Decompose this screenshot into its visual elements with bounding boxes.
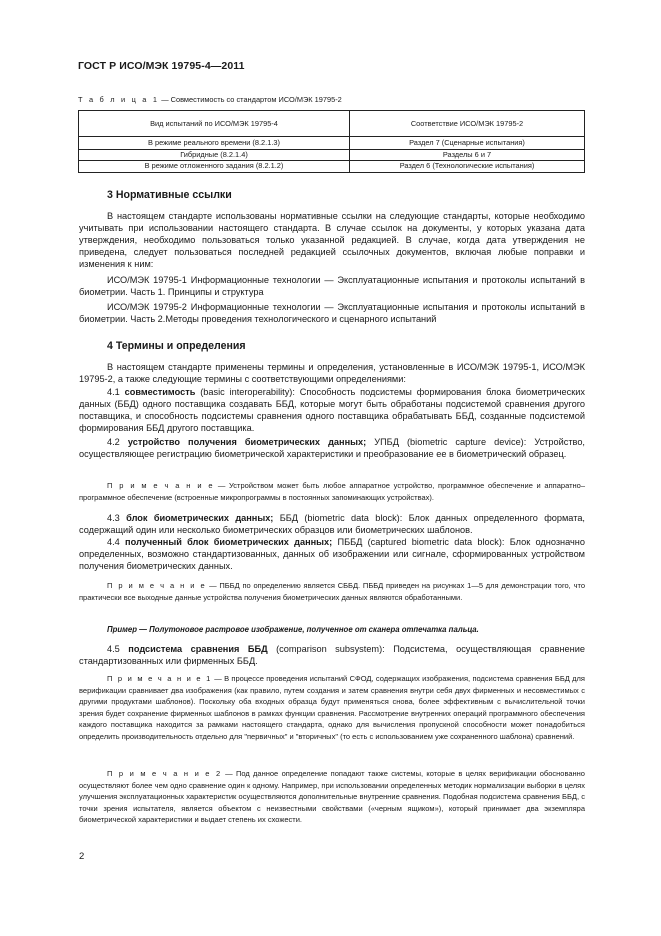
standard-header: ГОСТ Р ИСО/МЭК 19795-4—2011 (78, 60, 245, 72)
table-header-cell: Соответствие ИСО/МЭК 19795-2 (350, 111, 585, 137)
note-label: П р и м е ч а н и е (107, 481, 215, 490)
section-3-heading: 3 Нормативные ссылки (107, 189, 232, 201)
term-4-5 (79, 643, 585, 667)
table-header-row (79, 111, 585, 137)
page-number: 2 (79, 851, 85, 862)
term-definition: ББД (biometric data block): Блок данных определенного формата, содержащий один или несколько биометрических образцов или биометрических шаблонов. (79, 513, 585, 536)
table-row (79, 137, 585, 150)
note-label: П р и м е ч а н и е 1 (107, 674, 212, 683)
example-text: Пример — Полутоновое растровое изображение, полученное от сканера отпечатка пальца. (107, 625, 479, 634)
note-4-5-2 (79, 768, 585, 826)
table-caption-label: Т а б л и ц а 1 (78, 95, 160, 104)
table-cell: Раздел 6 (Технологические испытания) (350, 161, 585, 173)
table-cell: Раздел 7 (Сценарные испытания) (350, 137, 585, 150)
section-4-intro: В настоящем стандарте применены термины и определения, установленные в ИСО/МЭК 19795-1, ИСО/МЭК 19795-2, а также следующие термины с соответствующими определениями: (79, 362, 585, 385)
table-row (79, 149, 585, 161)
table-cell: Разделы 6 и 7 (350, 149, 585, 161)
term-definition: ПББД (captured biometric data block): Блок однозначно определенных, возможно стандартизованных, данных об изображении или сигнале, сформированных устройством получения биометрических данных. (79, 537, 585, 572)
table-cell: В режиме отложенного задания (8.2.1.2) (79, 161, 350, 173)
term-name: устройство получения биометрических данных; (127, 437, 367, 447)
term-4-2 (79, 436, 585, 460)
term-name: подсистема сравнения ББД (128, 644, 268, 654)
term-4-4 (79, 536, 585, 572)
note-4-5-1 (79, 673, 585, 743)
section-4-heading: 4 Термины и определения (107, 340, 246, 352)
note-text: — Под данное определение попадают также системы, которые в целях верификации обоснованно осуществляют более чем одно сравнение один к одному. Например, при использовании определенных методик нормализации выборки в целях улучшения эксплуатационных характеристик осуществляются дополнительные внутренние сравнения. Подобная подсистема сравнения ББД, с точки зрения испытателя, является объектом с неизвестными свойствами («черным ящиком»), который принимает два экземпляра биометрической характеристики и выдает степень их схожести. (79, 769, 585, 825)
table-row (79, 161, 585, 173)
table-caption-text: — Совместимость со стандартом ИСО/МЭК 19795-2 (159, 95, 342, 104)
note-label: П р и м е ч а н и е 2 (107, 769, 222, 778)
term-4-1 (79, 386, 585, 434)
term-number: 4.4 (107, 537, 120, 547)
table-cell: Гибридные (8.2.1.4) (79, 149, 350, 161)
note-text: — ПББД по определению является СББД. ПББД приведен на рисунках 1—5 для демонстрации того, что практически все выходные данные устройства получения биометрических данных являются обработанными. (79, 581, 585, 602)
term-4-3 (79, 512, 585, 536)
reference-19795-2: ИСО/МЭК 19795-2 Информационные технологии — Эксплуатационные испытания и протоколы испытаний в биометрии. Часть 2.Методы проведения технологического и сценарного испытаний (79, 302, 585, 325)
term-name: полученный блок биометрических данных; (125, 537, 333, 547)
term-definition: (comparison subsystem): Подсистема, осуществляющая сравнение стандартизованных или фирменных ББД. (79, 644, 585, 667)
section-3-paragraph: В настоящем стандарте использованы нормативные ссылки на следующие стандарты, которые необходимо учитывать при использовании настоящего стандарта. В случае ссылок на документы, у которых указана дата утверждения, необходимо пользоваться только указанной редакцией. В случае, когда дата утверждения не приведена, следует пользоваться последней редакцией ссылочных документов, включая любые поправки и изменения к ним: (79, 211, 585, 270)
term-number: 4.2 (107, 437, 120, 447)
term-definition: УПБД (biometric capture device): Устройство, осуществляющее регистрацию биометрической характеристики и преобразование ее в биометрический образец. (79, 437, 585, 460)
note-label: П р и м е ч а н и е (107, 581, 207, 590)
note-4-4 (79, 580, 585, 603)
table-caption (78, 95, 342, 104)
note-text: — В процессе проведения испытаний СФОД, содержащих изображения, подсистема сравнения ББД для верификации сравнивает два изображения (как правило, путем создания и затем сравнения внутри себя двух фирменных и несовместимых с другими продуктами шаблонов). Поскольку оба входных образца будут применяться снова, более эффективным с вычислительной точки зрения будет сохранение фирменных шаблонов в рамках функции сравнения. Рассмотрение внутренних операций программного обеспечения каждого поставщика находится за рамками настоящего стандарта, однако для вычисления пропускной способности может понадобиться определить производительность отдельно для "первичных" и "вторичных" (то есть с использованием уже сохраненного шаблона) сравнений. (79, 674, 585, 741)
term-name: совместимость (124, 387, 196, 397)
term-number: 4.1 (107, 387, 120, 397)
note-text: — Устройством может быть любое аппаратное устройство, программное обеспечение и аппаратно–программное обеспечение (встроенные микропрограммы в постоянных запоминающих устройствах). (79, 481, 585, 502)
reference-19795-1: ИСО/МЭК 19795-1 Информационные технологии — Эксплуатационные испытания и протоколы испытаний в биометрии. Часть 1. Принципы и структура (79, 275, 585, 298)
table-cell: В режиме реального времени (8.2.1.3) (79, 137, 350, 150)
note-4-2 (79, 480, 585, 503)
term-number: 4.3 (107, 513, 120, 523)
term-name: блок биометрических данных; (126, 513, 274, 523)
term-number: 4.5 (107, 644, 120, 654)
term-definition: (basic interoperability): Способность подсистемы формирования блока биометрических данных (ББД) одного поставщика создавать ББД, которые могут быть обработаны подсистемой сравнения другого поставщика, и способность подсистемы сравнения одного поставщика обрабатывать ББД, созданные подсистемой формирования ББД другого поставщика. (79, 387, 585, 434)
table-header-cell: Вид испытаний по ИСО/МЭК 19795-4 (79, 111, 350, 137)
compatibility-table (78, 110, 585, 173)
